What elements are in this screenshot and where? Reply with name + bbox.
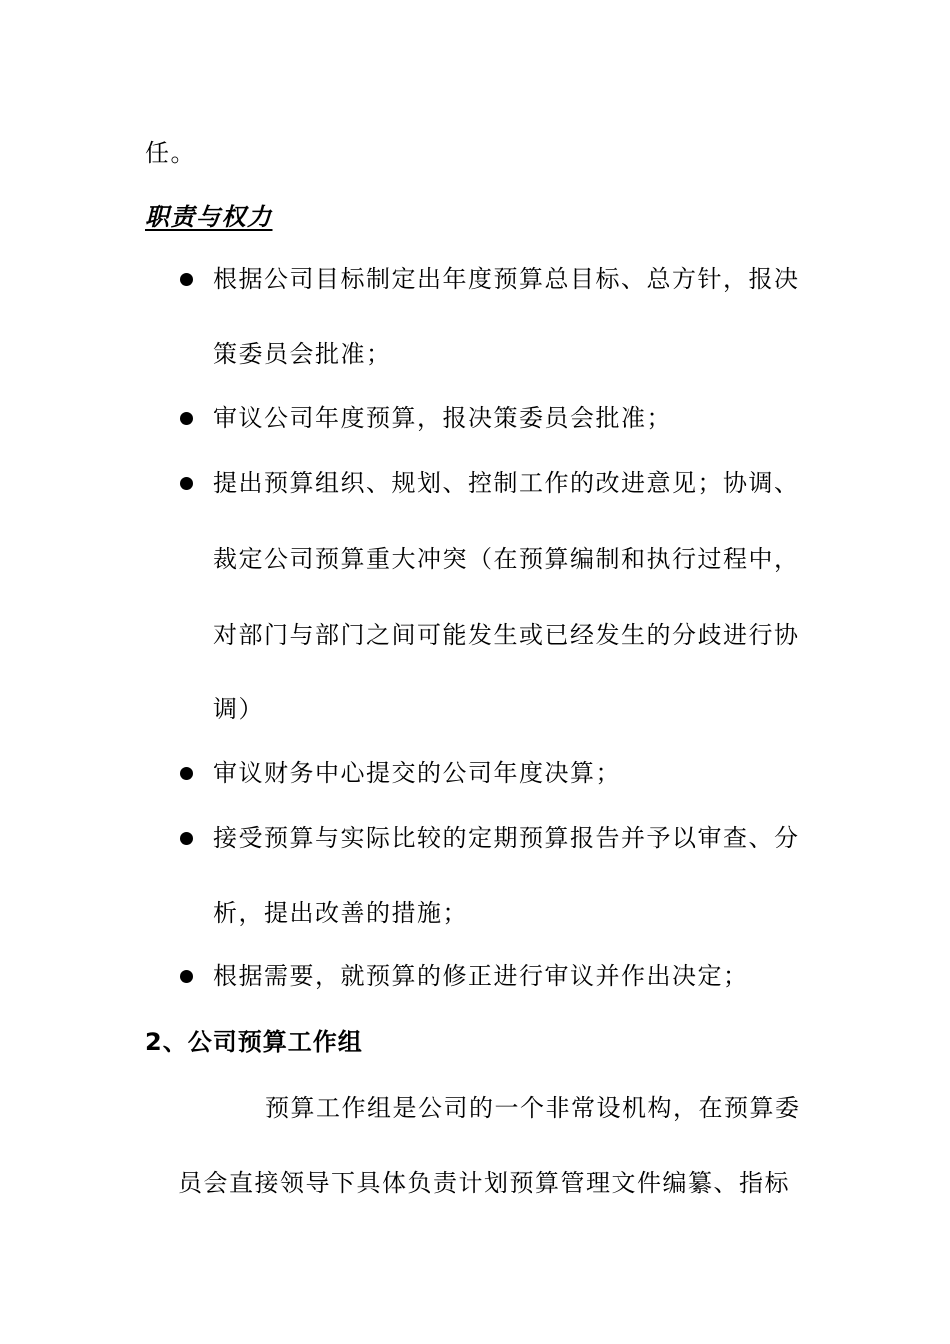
bullet-icon [180, 767, 193, 780]
bullet-icon [180, 832, 193, 845]
section-heading-duties: 职责与权力 [145, 203, 273, 231]
bullet-item-1-line-1: 根据公司目标制定出年度预算总目标、总方针，报决 [213, 265, 800, 293]
bullet-item-5-line-1: 接受预算与实际比较的定期预算报告并予以审查、分 [213, 824, 800, 852]
paragraph-line-2: 员会直接领导下具体负责计划预算管理文件编纂、指标 [178, 1169, 790, 1197]
bullet-item-3-line-2: 裁定公司预算重大冲突（在预算编制和执行过程中， [213, 545, 800, 573]
bullet-item-5-line-2: 析，提出改善的措施； [213, 899, 468, 927]
bullet-item-4-line-1: 审议财务中心提交的公司年度决算； [213, 759, 621, 787]
bullet-item-6-line-1: 根据需要，就预算的修正进行审议并作出决定； [213, 962, 749, 990]
bullet-item-1-line-2: 策委员会批准； [213, 340, 392, 368]
section-heading-budget-group: 2、公司预算工作组 [145, 1028, 363, 1056]
line-ren: 任。 [145, 139, 196, 167]
bullet-icon [180, 477, 193, 490]
bullet-item-3-line-4: 调） [213, 695, 264, 723]
bullet-icon [180, 412, 193, 425]
bullet-item-3-line-1: 提出预算组织、规划、控制工作的改进意见；协调、 [213, 469, 800, 497]
bullet-icon [180, 273, 193, 286]
bullet-item-3-line-3: 对部门与部门之间可能发生或已经发生的分歧进行协 [213, 621, 800, 649]
paragraph-line-1: 预算工作组是公司的一个非常设机构，在预算委 [265, 1094, 801, 1122]
bullet-item-2-line-1: 审议公司年度预算，报决策委员会批准； [213, 404, 672, 432]
bullet-icon [180, 970, 193, 983]
